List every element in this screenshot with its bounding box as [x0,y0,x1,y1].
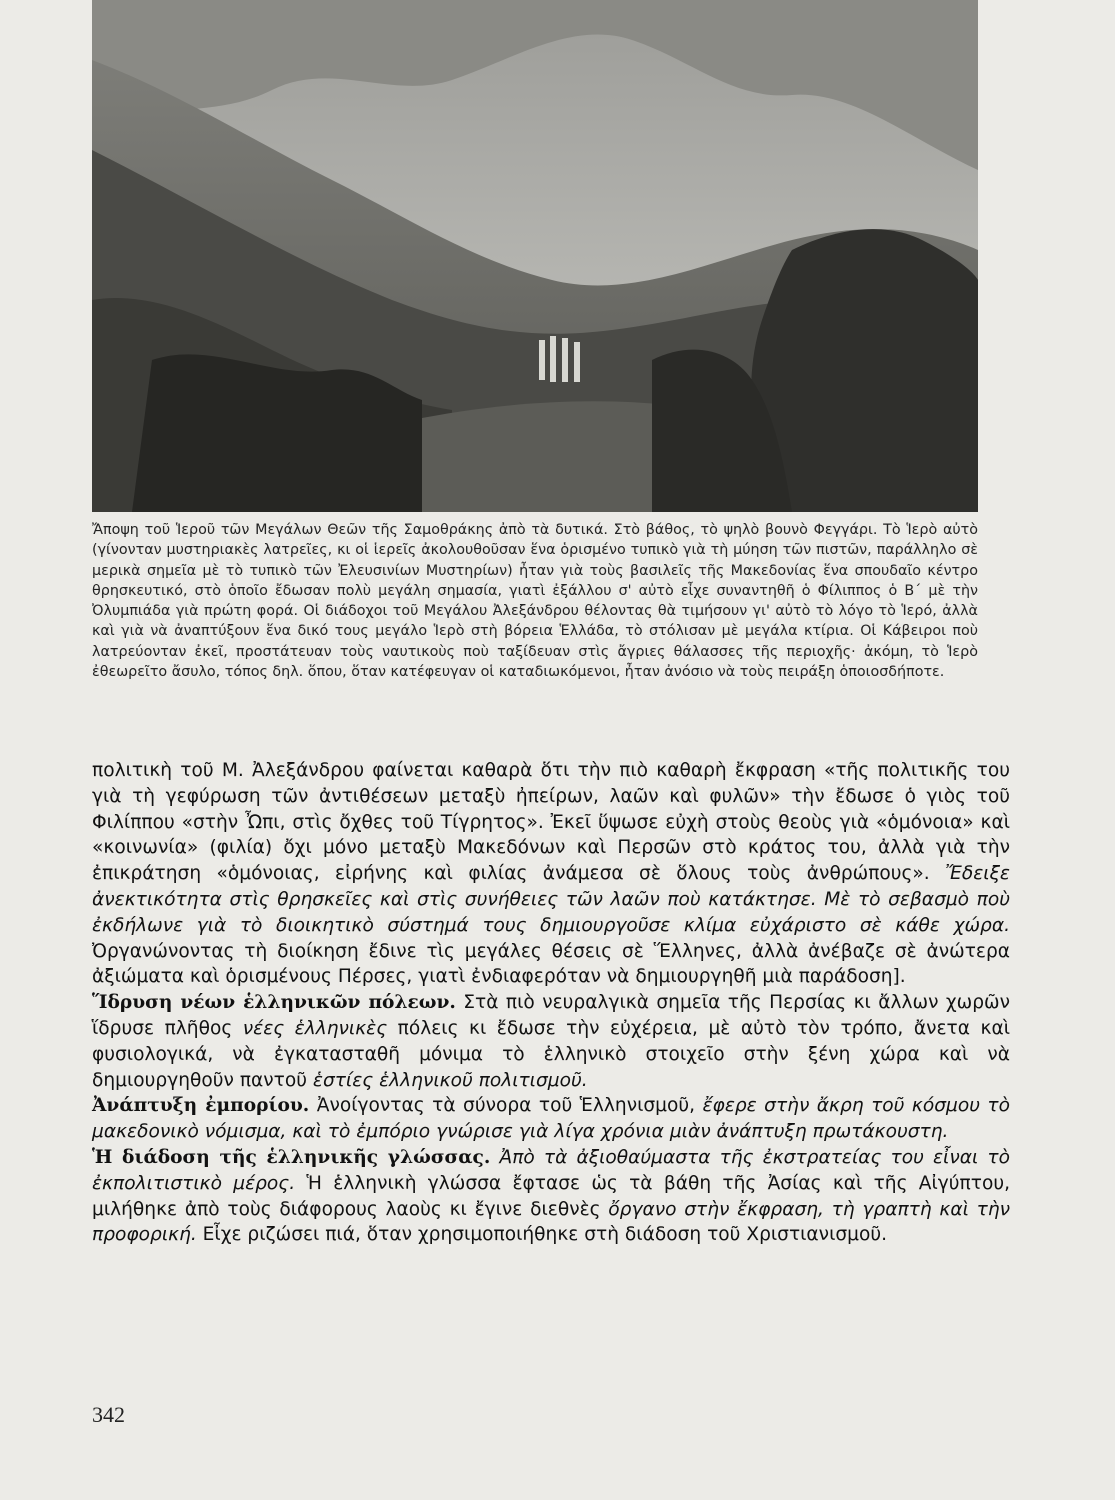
landscape-illustration [92,0,978,512]
heading-trade: Ἀνάπτυξη ἐμπορίου. [92,1095,310,1117]
cities-text-d: ἑστίες ἑλληνικοῦ πολιτισμοῦ. [312,1069,588,1091]
administration-text: Ὀργανώνοντας τὴ διοίκηση ἔδινε τὶς μεγάλες θέσεις σὲ Ἕλληνες, ἀλλὰ ἀνέβαζε σὲ ἀνώτερα ἀξιώματα καὶ ὁρισμένους Πέρσες, γιατὶ ἐνδιαφερόταν νὰ δημιουργηθῆ μιὰ παράδοση]. [92,940,1010,988]
language-text-d: Εἶχε ριζώσει πιά, ὅταν χρησιμοποιήθηκε στὴ διάδοση τοῦ Χριστιανισμοῦ. [196,1224,888,1246]
paragraph-trade [92,1093,1010,1145]
trade-text-a: Ἀνοίγοντας τὰ σύνορα τοῦ Ἑλληνισμοῦ, [309,1095,703,1117]
sanctuary-photo [92,0,978,512]
cities-text-a: Στὰ πιὸ νευραλγικὰ σημεῖα τῆς Περσίας κι ἄλλων χωρῶν ἵδρυσε πλῆθος [92,992,1010,1039]
language-text-c: ὄργανο στὴν ἔκφραση, τὴ γραπτὴ καὶ τὴν προφορική. [92,1198,1010,1246]
cities-text-c: πόλεις κι ἔδωσε τὴν εὐχέρεια, μὲ αὐτὸ τὸν τρόπο, ἄνετα καὶ φυσιολογικά, νὰ ἐγκατασταθῆ μόνιμα τὸ ἑλληνικὸ στοιχεῖο στὴν ξένη χώρα καὶ νὰ δημιουργηθοῦν παντοῦ [92,1017,1010,1091]
cities-text-b: νέες ἑλληνικὲς [242,1017,388,1039]
heading-cities: Ἵδρυση νέων ἑλληνικῶν πόλεων. [92,992,456,1014]
paragraph-cities [92,990,1010,1093]
language-text-a: Ἀπὸ τὰ ἀξιοθαύμαστα τῆς ἐκστρατείας του εἶναι τὸ ἐκπολιτιστικὸ μέρος. [92,1146,1010,1194]
policy-text: πολιτικὴ τοῦ Μ. Ἀλεξάνδρου φαίνεται καθαρὰ ὅτι τὴν πιὸ καθαρὴ ἔκφραση «τῆς πολιτικῆς του γιὰ τὴ γεφύρωση τῶν ἀντιθέσεων μεταξὺ ἠπείρων, λαῶν καὶ φυλῶν» τὴν ἔδωσε ὁ γιὸς τοῦ Φιλίππου «στὴν Ὦπι, στὶς ὄχθες τοῦ Τίγρητος». Ἐκεῖ ὕψωσε εὐχὴ στοὺς θεοὺς γιὰ «ὁμόνοια» καὶ «κοινωνία» (φιλία) ὄχι μόνο μεταξὺ Μακεδόνων καὶ Περσῶν στὸ κράτος του, ἀλλὰ γιὰ τὴν ἐπικράτηση «ὁμόνοιας, εἰρήνης καὶ φιλίας ἀνάμεσα σὲ ὅλους τοὺς ἀνθρώπους». [92,760,1010,885]
tolerance-text: Ἔδειξε ἀνεκτικότητα στὶς θρησκεῖες καὶ στὶς συνήθειες τῶν λαῶν ποὺ κατάκτησε. Μὲ τὸ σεβασμὸ ποὺ ἐκδήλωνε γιὰ τὸ διοικητικὸ σύστημά τους δημιουργοῦσε κλίμα εὐχάριστο σὲ κάθε χώρα. [92,863,1010,936]
language-text-b: Ἡ ἑλληνικὴ γλώσσα ἔφτασε ὡς τὰ βάθη τῆς Ἀσίας καὶ τῆς Αἰγύπτου, μιλήθηκε ἀπὸ τοὺς διάφορους λαοὺς κι ἔγινε διεθνὲς [92,1172,1010,1220]
page-number: 342 [92,1402,125,1427]
heading-language: Ἡ διάδοση τῆς ἑλληνικῆς γλώσσας. [92,1146,491,1168]
trade-text-b: ἔφερε στὴν ἄκρη τοῦ κόσμου τὸ μακεδονικὸ νόμισμα, καὶ τὸ ἐμπόριο γνώρισε γιὰ λίγα χρόνια μιὰν ἀνάπτυξη πρωτάκουστη. [92,1095,1010,1143]
main-text [92,758,1010,1248]
paragraph-policy [92,758,1010,990]
photo-caption: Ἄποψη τοῦ Ἱεροῦ τῶν Μεγάλων Θεῶν τῆς Σαμοθράκης ἀπὸ τὰ δυτικά. Στὸ βάθος, τὸ ψηλὸ βουνὸ Φεγγάρι. Τὸ Ἱερὸ αὐτὸ (γίνονταν μυστηριακὲς λατρεῖες, κι οἱ ἱερεῖς ἀκολουθοῦσαν ἕνα ὁρισμένο τυπικὸ γιὰ τὴ μύηση τῶν πιστῶν, παράλληλο σὲ μερικὰ σημεῖα μὲ τὸ τυπικὸ τῶν Ἐλευσινίων Μυστηρίων) ἦταν γιὰ τοὺς βασιλεῖς τῆς Μακεδονίας ἕνα σπουδαῖο κέντρο θρησκευτικό, στὸ ὁποῖο ἔδωσαν πολὺ μεγάλη σημασία, γιατὶ ἐξάλλου σ' αὐτὸ εἶχε συναντηθῆ ὁ Φίλιππος ὁ Β΄ μὲ τὴν Ὀλυμπιάδα γιὰ πρώτη φορά. Οἱ διάδοχοι τοῦ Μεγάλου Ἀλεξάνδρου θέλοντας θὰ τιμήσουν γι' αὐτὸ τὸ λόγο τὸ Ἱερό, ἀλλὰ καὶ γιὰ νὰ ἀναπτύξουν ἕνα δικό τους μεγάλο Ἱερὸ στὴ βόρεια Ἑλλάδα, τὸ στόλισαν μὲ μεγάλα κτίρια. Οἱ Κάβειροι ποὺ λατρεύονταν ἐκεῖ, προστάτευαν τοὺς ναυτικοὺς ποὺ ταξίδευαν στὶς ἄγριες θάλασσες τῆς περιοχῆς· ἀκόμη, τὸ Ἱερὸ ἐθεωρεῖτο ἄσυλο, τόπος δηλ. ὅπου, ὅταν κατέφευγαν οἱ καταδιωκόμενοι, ἦταν ἀνόσιο νὰ τοὺς πειράξη ὁποιοσδήποτε. [92,522,978,681]
paragraph-language [92,1145,1010,1248]
